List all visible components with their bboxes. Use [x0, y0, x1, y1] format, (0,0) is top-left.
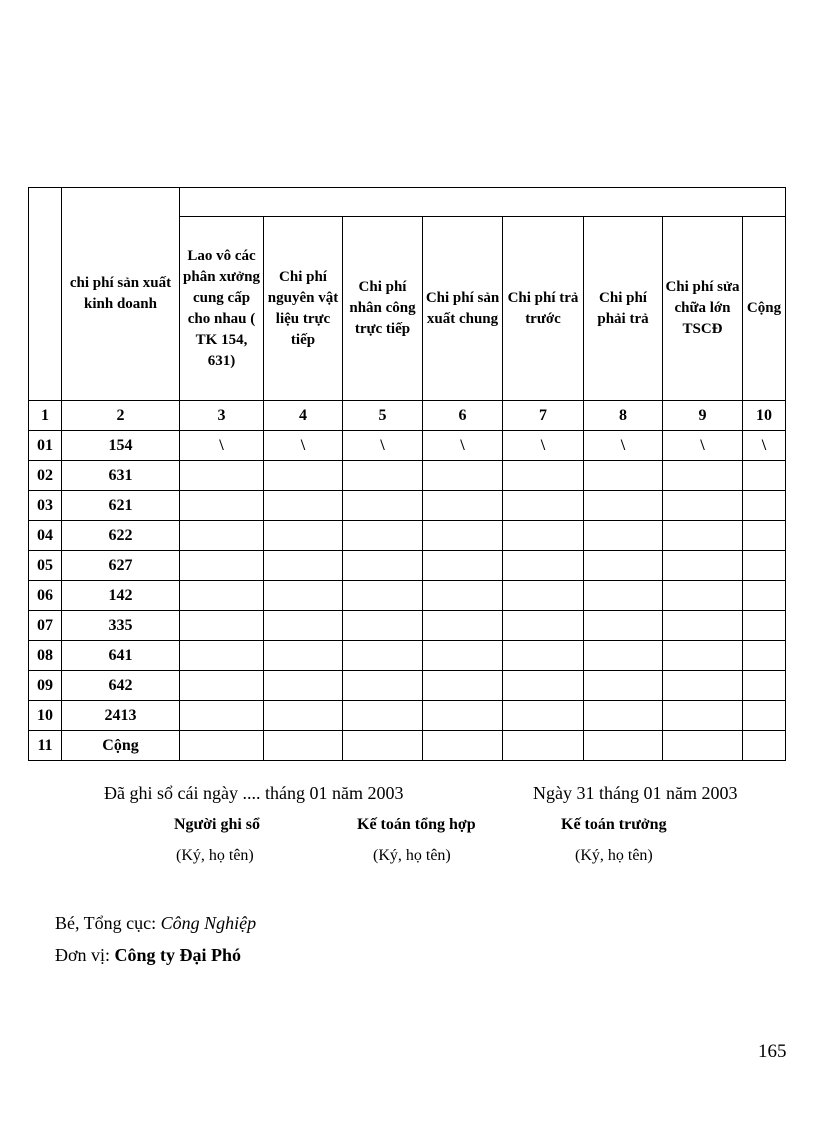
column-number-row [29, 401, 786, 431]
row-value-cell [743, 461, 786, 491]
row-value-cell [423, 671, 503, 701]
column-number: 1 [29, 401, 62, 431]
row-value-cell [743, 521, 786, 551]
table-row [29, 461, 786, 491]
row-value-cell [663, 611, 743, 641]
header-cell-5: Chi phí nhân công trực tiếp [343, 217, 423, 401]
row-value-cell [584, 521, 663, 551]
header-cell-8: Chi phí phải trả [584, 217, 663, 401]
row-value-cell [423, 701, 503, 731]
row-value-cell [743, 491, 786, 521]
row-value-cell: \ [743, 431, 786, 461]
row-value-cell [264, 731, 343, 761]
header-cell-4: Chi phí nguyên vật liệu trực tiếp [264, 217, 343, 401]
row-value-cell [503, 491, 584, 521]
row-value-cell [743, 701, 786, 731]
row-value-cell [423, 491, 503, 521]
row-value-cell [423, 611, 503, 641]
column-number: 3 [180, 401, 264, 431]
row-value-cell [584, 731, 663, 761]
row-value-cell [584, 641, 663, 671]
row-account-cell: 142 [62, 581, 180, 611]
table-row [29, 731, 786, 761]
row-value-cell: \ [423, 431, 503, 461]
row-stt-cell: 05 [29, 551, 62, 581]
header-stt-cell [29, 188, 62, 401]
row-value-cell [264, 491, 343, 521]
row-value-cell [503, 521, 584, 551]
row-value-cell [264, 611, 343, 641]
row-stt-cell: 02 [29, 461, 62, 491]
column-number: 8 [584, 401, 663, 431]
unit-line [55, 945, 241, 966]
row-value-cell [743, 581, 786, 611]
row-value-cell: \ [584, 431, 663, 461]
row-stt-cell: 10 [29, 701, 62, 731]
row-value-cell [743, 671, 786, 701]
row-value-cell [264, 641, 343, 671]
row-value-cell [743, 731, 786, 761]
row-value-cell [584, 551, 663, 581]
row-value-cell [264, 581, 343, 611]
row-account-cell: 2413 [62, 701, 180, 731]
row-value-cell [180, 551, 264, 581]
page-number: 165 [758, 1041, 787, 1062]
row-value-cell [343, 521, 423, 551]
signature-title-recorder: Người ghi sổ [174, 816, 261, 833]
row-account-cell: 627 [62, 551, 180, 581]
row-value-cell [264, 521, 343, 551]
row-value-cell [503, 581, 584, 611]
row-value-cell [264, 461, 343, 491]
table-row [29, 611, 786, 641]
row-value-cell [423, 551, 503, 581]
row-stt-cell: 07 [29, 611, 62, 641]
signature-note-recorder: (Ký, họ tên) [176, 847, 254, 864]
row-value-cell [180, 671, 264, 701]
row-value-cell [503, 551, 584, 581]
table-row [29, 671, 786, 701]
row-value-cell [584, 581, 663, 611]
row-value-cell [343, 461, 423, 491]
row-value-cell [663, 701, 743, 731]
column-number: 4 [264, 401, 343, 431]
row-value-cell: \ [264, 431, 343, 461]
row-account-cell: 621 [62, 491, 180, 521]
table-row [29, 551, 786, 581]
row-value-cell [343, 611, 423, 641]
row-account-cell: 631 [62, 461, 180, 491]
row-value-cell [264, 671, 343, 701]
row-account-cell: 642 [62, 671, 180, 701]
row-value-cell [663, 581, 743, 611]
row-value-cell [180, 491, 264, 521]
row-value-cell [343, 701, 423, 731]
row-value-cell [743, 611, 786, 641]
row-value-cell [264, 551, 343, 581]
header-account-cell: chi phí sản xuất kinh doanh [62, 188, 180, 401]
table-row [29, 491, 786, 521]
row-stt-cell: 04 [29, 521, 62, 551]
row-value-cell [264, 701, 343, 731]
column-number: 9 [663, 401, 743, 431]
row-value-cell: \ [503, 431, 584, 461]
column-number: 2 [62, 401, 180, 431]
row-value-cell [663, 521, 743, 551]
row-value-cell: \ [180, 431, 264, 461]
row-value-cell [503, 701, 584, 731]
table-row [29, 431, 786, 461]
row-value-cell [663, 641, 743, 671]
row-stt-cell: 11 [29, 731, 62, 761]
row-stt-cell: 01 [29, 431, 62, 461]
row-value-cell [503, 671, 584, 701]
recorded-date-line: Đã ghi sổ cái ngày .... tháng 01 năm 2003 [104, 783, 404, 803]
header-group-cell [180, 188, 786, 217]
signature-title-general-accountant: Kế toán tổng hợp [357, 816, 476, 833]
table-row [29, 701, 786, 731]
report-date-line: Ngày 31 tháng 01 năm 2003 [533, 783, 738, 803]
row-value-cell [343, 581, 423, 611]
column-number: 7 [503, 401, 584, 431]
row-account-cell: 154 [62, 431, 180, 461]
column-number: 5 [343, 401, 423, 431]
header-cell-10: Cộng [743, 217, 786, 401]
row-value-cell [343, 641, 423, 671]
row-value-cell [180, 461, 264, 491]
row-value-cell [180, 521, 264, 551]
signature-title-chief-accountant: Kế toán trưởng [561, 816, 667, 833]
row-value-cell [503, 731, 584, 761]
row-value-cell [743, 641, 786, 671]
row-value-cell [180, 641, 264, 671]
header-cell-6: Chi phí sản xuất chung [423, 217, 503, 401]
header-cell-3: Lao vô các phân xưởng cung cấp cho nhau ( TK 154, 631) [180, 217, 264, 401]
cost-ledger-table [28, 187, 786, 761]
row-stt-cell: 03 [29, 491, 62, 521]
unit-label: Đơn vị: [55, 945, 111, 965]
row-value-cell [180, 701, 264, 731]
row-value-cell [663, 671, 743, 701]
column-number: 6 [423, 401, 503, 431]
row-account-cell: 622 [62, 521, 180, 551]
row-value-cell [343, 731, 423, 761]
row-value-cell [503, 611, 584, 641]
row-value-cell [423, 731, 503, 761]
table-row [29, 641, 786, 671]
row-value-cell [584, 611, 663, 641]
row-value-cell [663, 461, 743, 491]
signature-note-general-accountant: (Ký, họ tên) [373, 847, 451, 864]
row-value-cell [584, 671, 663, 701]
row-value-cell: \ [663, 431, 743, 461]
row-value-cell [584, 461, 663, 491]
ministry-value: Công Nghiệp [160, 913, 257, 933]
row-value-cell [343, 551, 423, 581]
row-value-cell [503, 641, 584, 671]
row-value-cell [503, 461, 584, 491]
row-stt-cell: 06 [29, 581, 62, 611]
row-value-cell [180, 731, 264, 761]
row-value-cell [423, 521, 503, 551]
row-value-cell [663, 551, 743, 581]
row-value-cell [423, 461, 503, 491]
column-number: 10 [743, 401, 786, 431]
row-value-cell [180, 611, 264, 641]
row-value-cell [584, 701, 663, 731]
row-value-cell [663, 731, 743, 761]
row-value-cell: \ [343, 431, 423, 461]
row-account-cell: Cộng [62, 731, 180, 761]
row-value-cell [584, 491, 663, 521]
row-value-cell [423, 581, 503, 611]
row-value-cell [743, 551, 786, 581]
row-stt-cell: 08 [29, 641, 62, 671]
row-account-cell: 641 [62, 641, 180, 671]
row-value-cell [663, 491, 743, 521]
header-cell-9: Chi phí sửa chữa lớn TSCĐ [663, 217, 743, 401]
row-value-cell [343, 671, 423, 701]
table-row [29, 521, 786, 551]
row-stt-cell: 09 [29, 671, 62, 701]
unit-value: Công ty Đại Phó [114, 945, 242, 965]
row-value-cell [343, 491, 423, 521]
ministry-label: Bé, Tổng cục: [55, 913, 157, 933]
ministry-line [55, 913, 256, 934]
header-cell-7: Chi phí trả trước [503, 217, 584, 401]
signature-note-chief-accountant: (Ký, họ tên) [575, 847, 653, 864]
row-account-cell: 335 [62, 611, 180, 641]
table-row [29, 581, 786, 611]
row-value-cell [180, 581, 264, 611]
row-value-cell [423, 641, 503, 671]
header-top-row [29, 188, 786, 217]
